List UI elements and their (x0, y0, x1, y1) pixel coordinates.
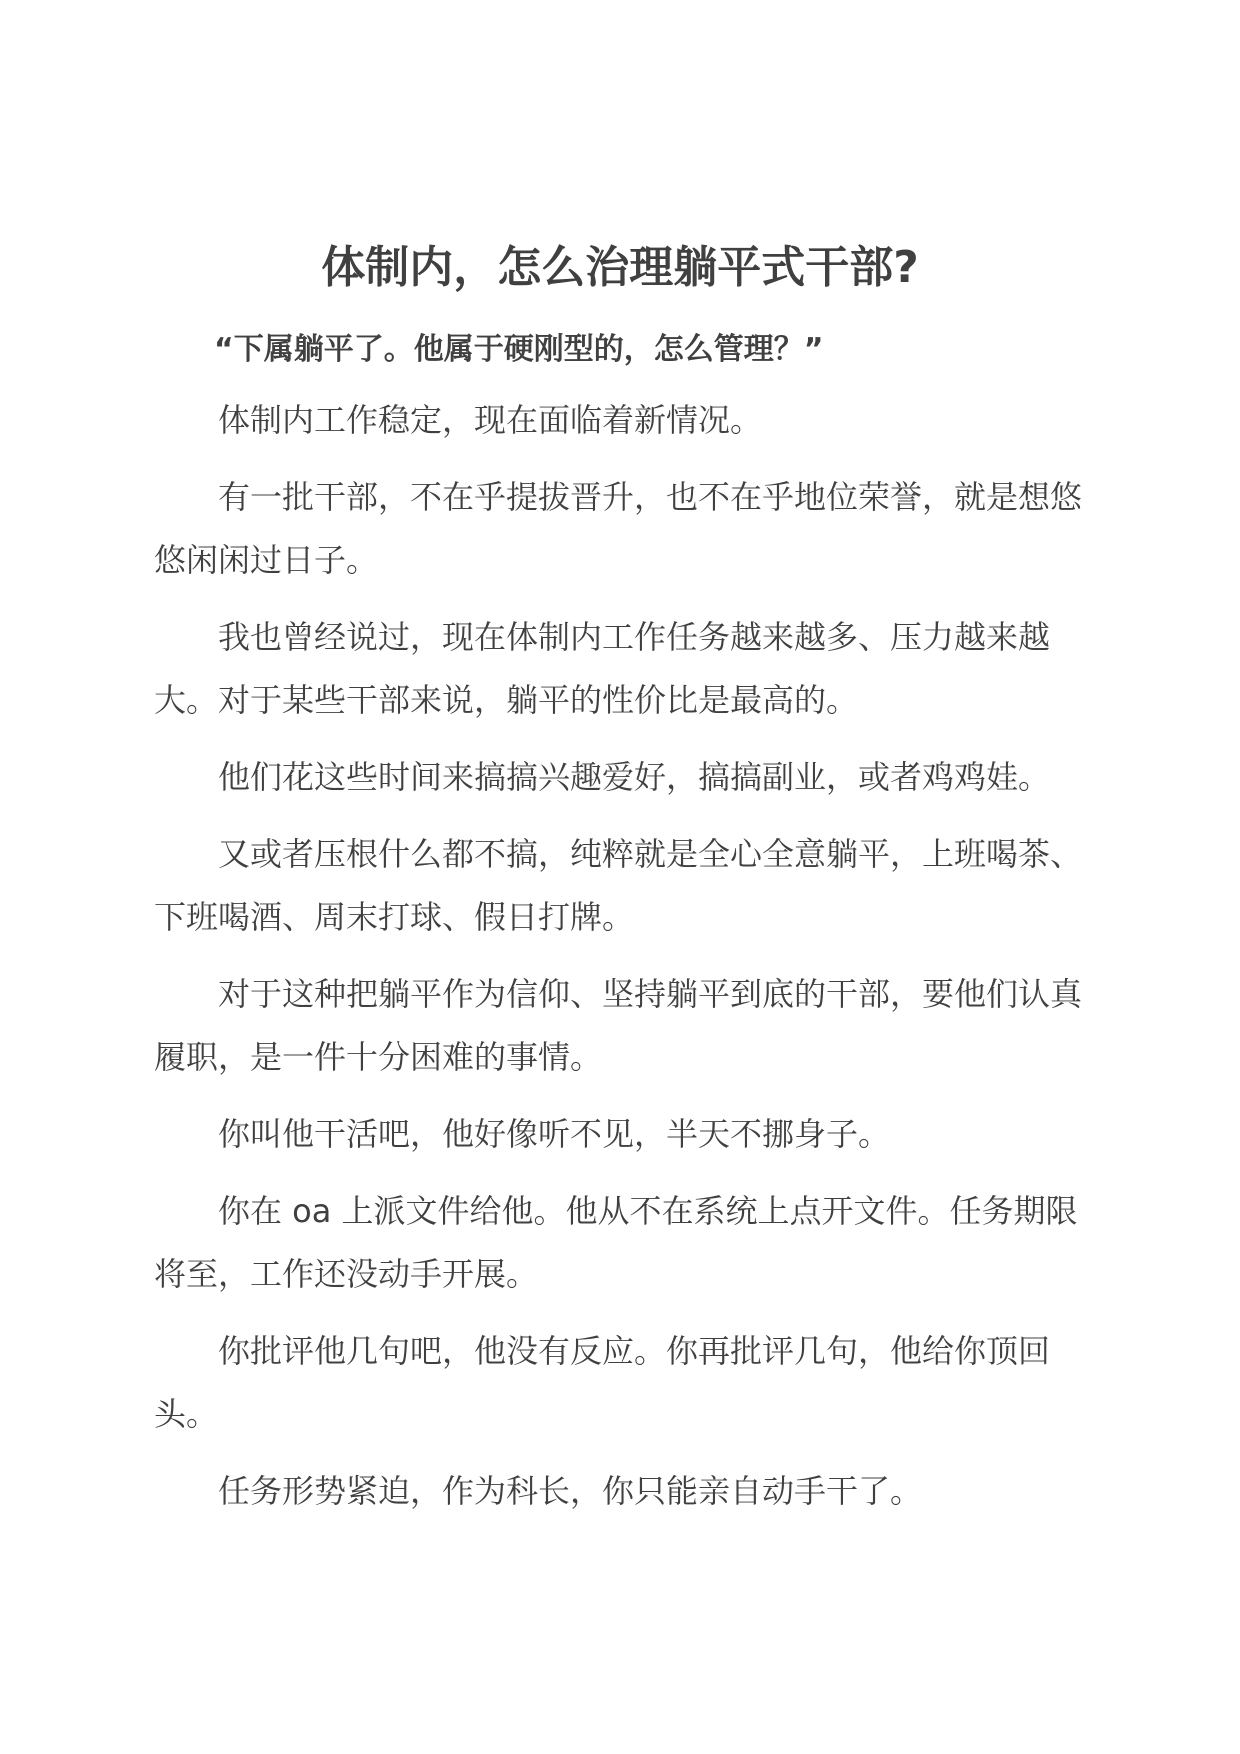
paragraph: 你批评他几句吧，他没有反应。你再批评几句，他给你顶回头。 (154, 1332, 1051, 1433)
paragraph: 体制内工作稳定，现在面临着新情况。 (218, 401, 763, 439)
paragraph: 你叫他干活吧，他好像听不见，半天不挪身子。 (218, 1115, 891, 1153)
paragraph: 他们花这些时间来搞搞兴趣爱好，搞搞副业，或者鸡鸡娃。 (218, 758, 1051, 796)
paragraph: 又或者压根什么都不搞，纯粹就是全心全意躺平，上班喝茶、下班喝酒、周末打球、假日打牌。 (154, 835, 1083, 936)
document-body (154, 318, 1094, 1537)
paragraph: 有一批干部，不在乎提拔晋升，也不在乎地位荣誉，就是想悠悠闲闲过日子。 (154, 478, 1083, 579)
document-title: 体制内，怎么治理躺平式干部? (321, 242, 919, 293)
paragraph: 你在 oa 上派文件给他。他从不在系统上点开文件。任务期限将至，工作还没动手开展。 (154, 1192, 1078, 1293)
paragraph: 我也曾经说过，现在体制内工作任务越来越多、压力越来越大。对于某些干部来说，躺平的性价比是最高的。 (154, 618, 1051, 719)
paragraph: 对于这种把躺平作为信仰、坚持躺平到底的干部，要他们认真履职，是一件十分困难的事情。 (154, 975, 1083, 1076)
paragraph: 任务形势紧迫，作为科长，你只能亲自动手干了。 (218, 1472, 923, 1510)
opening-quote: “下属躺平了。他属于硬刚型的，怎么管理？” (214, 332, 824, 367)
